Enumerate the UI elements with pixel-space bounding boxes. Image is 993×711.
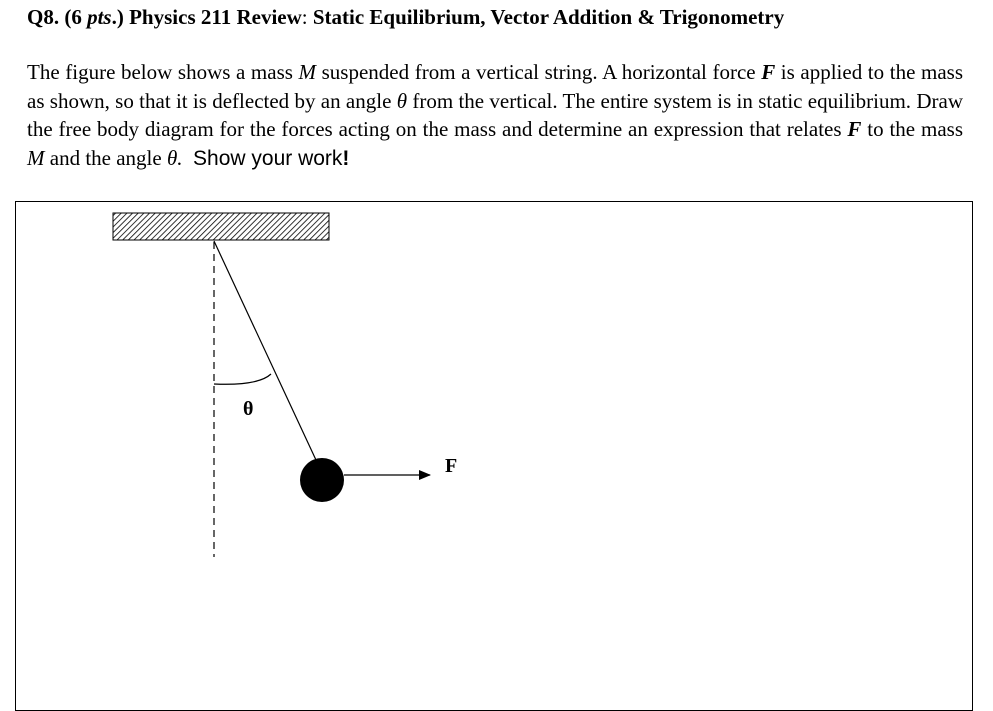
force-symbol-2: F: [847, 117, 862, 141]
question-number: Q8.: [27, 5, 60, 29]
points-open: (: [64, 5, 72, 29]
show-work-text: Show your work: [193, 146, 343, 170]
force-symbol: F: [761, 60, 776, 84]
mass-symbol-2: M: [27, 145, 45, 170]
points-unit: pts: [87, 5, 112, 29]
question-topic: Static Equilibrium, Vector Addition & Trigonometry: [312, 5, 785, 29]
prompt-text-1: The figure below shows a mass: [27, 60, 299, 84]
course-prefix: Physics 211 Review: [129, 5, 302, 29]
points-value: 6: [71, 5, 82, 29]
angle-symbol: θ: [396, 88, 408, 113]
prompt-text-4: from the vertical. The entire system is in static equilibrium. Draw the free body diagram for the forces acting on the mass and determine an expression that relates: [27, 88, 963, 141]
prompt-text-2: suspended from a vertical string. A horizontal force: [316, 60, 762, 84]
mass-symbol: M: [298, 60, 317, 84]
angle-label: θ: [243, 398, 254, 420]
mass-bob: [300, 458, 344, 502]
title-colon: :: [301, 5, 308, 29]
prompt-text-3: is applied to the mass as shown, so that it is deflected by an angle: [27, 60, 963, 113]
angle-arc: [214, 374, 271, 384]
force-label: F: [445, 455, 458, 477]
points-close: .): [111, 5, 124, 29]
prompt-text-6: and the angle: [44, 145, 167, 170]
angle-symbol-2: θ.: [166, 145, 183, 170]
ceiling-support: [113, 213, 329, 240]
show-work-exclamation: !: [342, 146, 350, 170]
string: [214, 241, 316, 460]
prompt-text-5: to the mass: [861, 117, 963, 141]
